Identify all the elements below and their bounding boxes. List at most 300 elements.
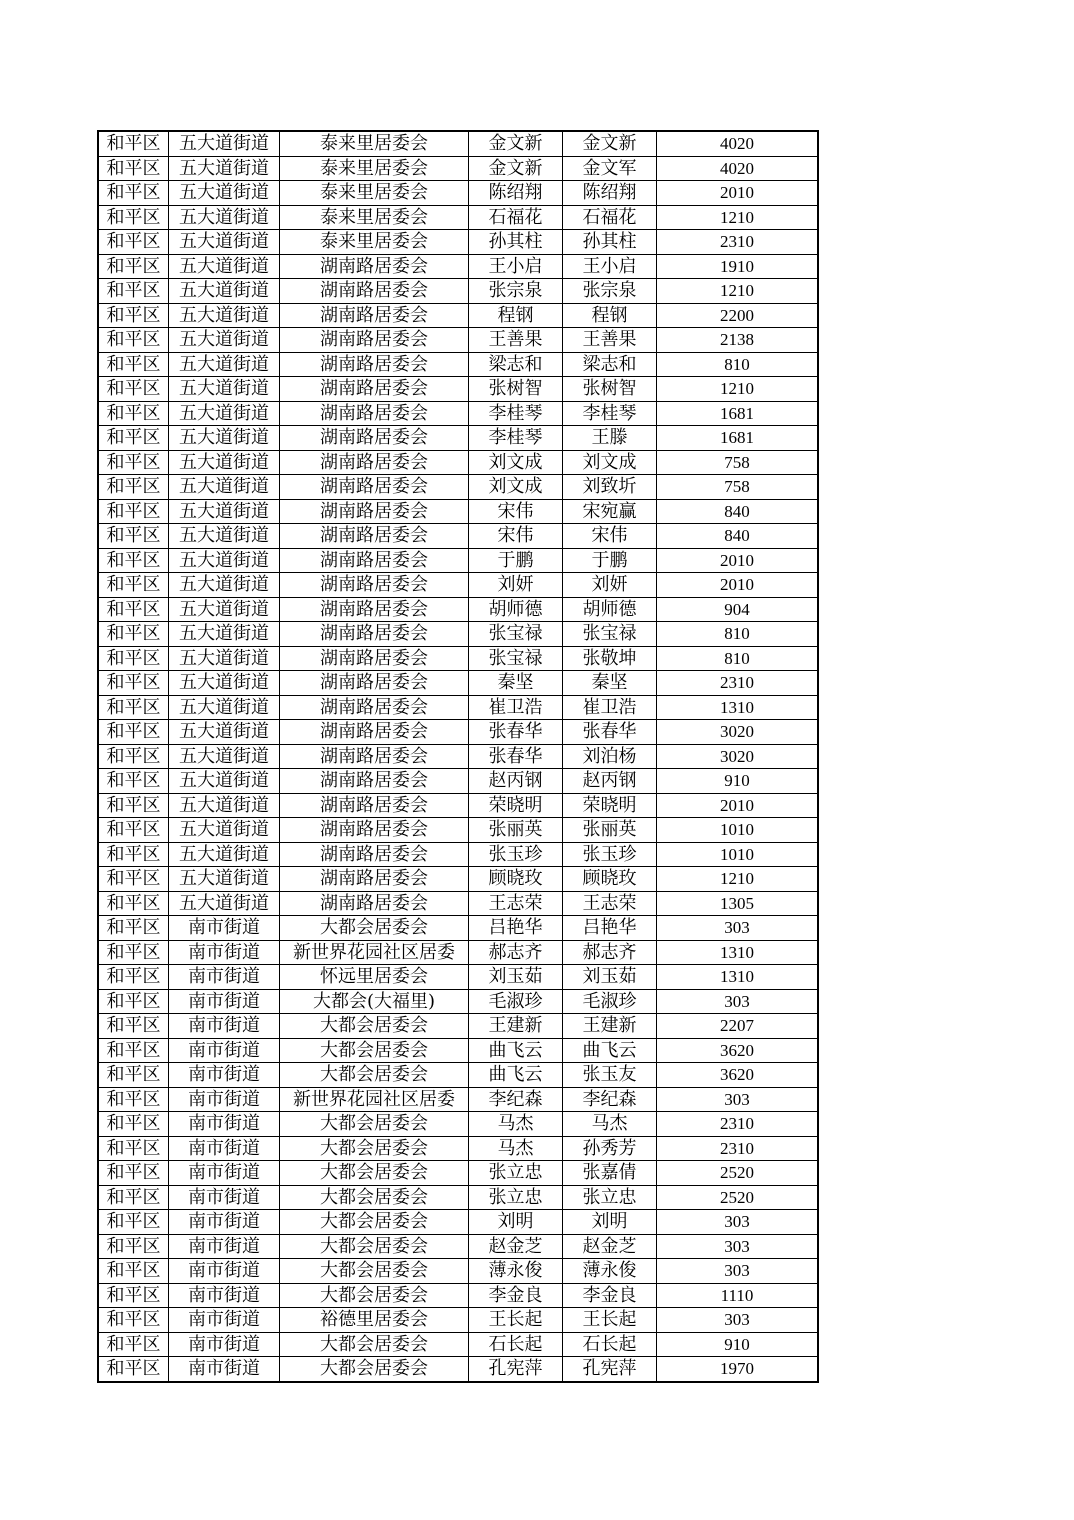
district-cell: 和平区 bbox=[98, 646, 169, 671]
applicant-cell: 张立忠 bbox=[469, 1185, 563, 1210]
applicant-cell: 张宗泉 bbox=[469, 279, 563, 304]
committee-cell: 大都会居委会 bbox=[280, 1161, 469, 1186]
street-cell: 南市街道 bbox=[169, 1234, 280, 1259]
member-cell: 张敬坤 bbox=[563, 646, 657, 671]
applicant-cell: 刘妍 bbox=[469, 573, 563, 598]
table-row bbox=[98, 524, 818, 549]
table-row bbox=[98, 1259, 818, 1284]
district-cell: 和平区 bbox=[98, 1357, 169, 1382]
street-cell: 五大道街道 bbox=[169, 131, 280, 156]
committee-cell: 湖南路居委会 bbox=[280, 842, 469, 867]
amount-cell: 2010 bbox=[657, 793, 819, 818]
street-cell: 五大道街道 bbox=[169, 867, 280, 892]
committee-cell: 大都会居委会 bbox=[280, 1283, 469, 1308]
table-row bbox=[98, 916, 818, 941]
street-cell: 五大道街道 bbox=[169, 891, 280, 916]
applicant-cell: 宋伟 bbox=[469, 524, 563, 549]
applicant-cell: 郝志齐 bbox=[469, 940, 563, 965]
table-row bbox=[98, 475, 818, 500]
member-cell: 宋宛赢 bbox=[563, 499, 657, 524]
street-cell: 五大道街道 bbox=[169, 279, 280, 304]
district-cell: 和平区 bbox=[98, 303, 169, 328]
member-cell: 赵丙钢 bbox=[563, 769, 657, 794]
table-row bbox=[98, 1185, 818, 1210]
table-row bbox=[98, 1112, 818, 1137]
district-cell: 和平区 bbox=[98, 1014, 169, 1039]
committee-cell: 大都会居委会 bbox=[280, 1332, 469, 1357]
applicant-cell: 孙其柱 bbox=[469, 230, 563, 255]
committee-cell: 新世界花园社区居委 bbox=[280, 1087, 469, 1112]
table-row bbox=[98, 1038, 818, 1063]
applicant-cell: 张丽英 bbox=[469, 818, 563, 843]
district-cell: 和平区 bbox=[98, 573, 169, 598]
committee-cell: 泰来里居委会 bbox=[280, 230, 469, 255]
amount-cell: 3620 bbox=[657, 1063, 819, 1088]
street-cell: 五大道街道 bbox=[169, 328, 280, 353]
district-cell: 和平区 bbox=[98, 1161, 169, 1186]
amount-cell: 1970 bbox=[657, 1357, 819, 1382]
amount-cell: 2520 bbox=[657, 1185, 819, 1210]
member-cell: 胡师德 bbox=[563, 597, 657, 622]
district-cell: 和平区 bbox=[98, 867, 169, 892]
district-cell: 和平区 bbox=[98, 279, 169, 304]
committee-cell: 湖南路居委会 bbox=[280, 328, 469, 353]
street-cell: 五大道街道 bbox=[169, 254, 280, 279]
table-row bbox=[98, 891, 818, 916]
committee-cell: 大都会居委会 bbox=[280, 1038, 469, 1063]
table-row bbox=[98, 352, 818, 377]
committee-cell: 湖南路居委会 bbox=[280, 891, 469, 916]
amount-cell: 3020 bbox=[657, 744, 819, 769]
table-row bbox=[98, 205, 818, 230]
amount-cell: 810 bbox=[657, 646, 819, 671]
member-cell: 张宝禄 bbox=[563, 622, 657, 647]
committee-cell: 湖南路居委会 bbox=[280, 646, 469, 671]
applicant-cell: 王志荣 bbox=[469, 891, 563, 916]
committee-cell: 湖南路居委会 bbox=[280, 377, 469, 402]
member-cell: 王志荣 bbox=[563, 891, 657, 916]
applicant-cell: 李桂琴 bbox=[469, 426, 563, 451]
applicant-cell: 顾晓玫 bbox=[469, 867, 563, 892]
committee-cell: 大都会居委会 bbox=[280, 1112, 469, 1137]
committee-cell: 泰来里居委会 bbox=[280, 156, 469, 181]
member-cell: 梁志和 bbox=[563, 352, 657, 377]
applicant-cell: 李纪森 bbox=[469, 1087, 563, 1112]
applicant-cell: 刘明 bbox=[469, 1210, 563, 1235]
district-cell: 和平区 bbox=[98, 156, 169, 181]
committee-cell: 湖南路居委会 bbox=[280, 867, 469, 892]
member-cell: 孙秀芳 bbox=[563, 1136, 657, 1161]
district-cell: 和平区 bbox=[98, 426, 169, 451]
district-cell: 和平区 bbox=[98, 622, 169, 647]
district-cell: 和平区 bbox=[98, 1283, 169, 1308]
table-row bbox=[98, 303, 818, 328]
member-cell: 郝志齐 bbox=[563, 940, 657, 965]
table-row bbox=[98, 1210, 818, 1235]
table-row bbox=[98, 131, 818, 156]
district-cell: 和平区 bbox=[98, 131, 169, 156]
applicant-cell: 崔卫浩 bbox=[469, 695, 563, 720]
street-cell: 南市街道 bbox=[169, 1185, 280, 1210]
table-row bbox=[98, 720, 818, 745]
amount-cell: 910 bbox=[657, 1332, 819, 1357]
district-cell: 和平区 bbox=[98, 401, 169, 426]
district-cell: 和平区 bbox=[98, 842, 169, 867]
district-cell: 和平区 bbox=[98, 940, 169, 965]
member-cell: 马杰 bbox=[563, 1112, 657, 1137]
amount-cell: 1210 bbox=[657, 867, 819, 892]
district-cell: 和平区 bbox=[98, 254, 169, 279]
street-cell: 五大道街道 bbox=[169, 475, 280, 500]
committee-cell: 湖南路居委会 bbox=[280, 401, 469, 426]
applicant-cell: 于鹏 bbox=[469, 548, 563, 573]
member-cell: 刘致圻 bbox=[563, 475, 657, 500]
committee-cell: 湖南路居委会 bbox=[280, 744, 469, 769]
amount-cell: 1210 bbox=[657, 205, 819, 230]
member-cell: 张丽英 bbox=[563, 818, 657, 843]
table-row bbox=[98, 156, 818, 181]
amount-cell: 1210 bbox=[657, 377, 819, 402]
table-row bbox=[98, 744, 818, 769]
member-cell: 薄永俊 bbox=[563, 1259, 657, 1284]
applicant-cell: 刘文成 bbox=[469, 450, 563, 475]
applicant-cell: 秦坚 bbox=[469, 671, 563, 696]
committee-cell: 湖南路居委会 bbox=[280, 303, 469, 328]
table-row bbox=[98, 1308, 818, 1333]
committee-cell: 泰来里居委会 bbox=[280, 131, 469, 156]
applicant-cell: 荣晓明 bbox=[469, 793, 563, 818]
district-cell: 和平区 bbox=[98, 891, 169, 916]
street-cell: 五大道街道 bbox=[169, 548, 280, 573]
committee-cell: 大都会(大福里) bbox=[280, 989, 469, 1014]
street-cell: 五大道街道 bbox=[169, 181, 280, 206]
applicant-cell: 张树智 bbox=[469, 377, 563, 402]
street-cell: 五大道街道 bbox=[169, 646, 280, 671]
member-cell: 张树智 bbox=[563, 377, 657, 402]
street-cell: 南市街道 bbox=[169, 1259, 280, 1284]
amount-cell: 2207 bbox=[657, 1014, 819, 1039]
table-row bbox=[98, 328, 818, 353]
amount-cell: 303 bbox=[657, 989, 819, 1014]
district-cell: 和平区 bbox=[98, 377, 169, 402]
amount-cell: 1010 bbox=[657, 818, 819, 843]
member-cell: 刘泊杨 bbox=[563, 744, 657, 769]
table-row bbox=[98, 940, 818, 965]
street-cell: 五大道街道 bbox=[169, 842, 280, 867]
member-cell: 张立忠 bbox=[563, 1185, 657, 1210]
applicant-cell: 陈绍翔 bbox=[469, 181, 563, 206]
member-cell: 李金良 bbox=[563, 1283, 657, 1308]
applicant-cell: 张春华 bbox=[469, 744, 563, 769]
committee-cell: 泰来里居委会 bbox=[280, 181, 469, 206]
committee-cell: 大都会居委会 bbox=[280, 1063, 469, 1088]
committee-cell: 大都会居委会 bbox=[280, 1136, 469, 1161]
applicant-cell: 马杰 bbox=[469, 1112, 563, 1137]
street-cell: 南市街道 bbox=[169, 1161, 280, 1186]
committee-cell: 湖南路居委会 bbox=[280, 499, 469, 524]
district-cell: 和平区 bbox=[98, 1112, 169, 1137]
street-cell: 五大道街道 bbox=[169, 450, 280, 475]
amount-cell: 4020 bbox=[657, 131, 819, 156]
district-cell: 和平区 bbox=[98, 524, 169, 549]
member-cell: 于鹏 bbox=[563, 548, 657, 573]
amount-cell: 2200 bbox=[657, 303, 819, 328]
member-cell: 石福花 bbox=[563, 205, 657, 230]
member-cell: 陈绍翔 bbox=[563, 181, 657, 206]
district-cell: 和平区 bbox=[98, 352, 169, 377]
table-row bbox=[98, 867, 818, 892]
street-cell: 五大道街道 bbox=[169, 744, 280, 769]
table-row bbox=[98, 597, 818, 622]
member-cell: 荣晓明 bbox=[563, 793, 657, 818]
amount-cell: 3020 bbox=[657, 720, 819, 745]
amount-cell: 1010 bbox=[657, 842, 819, 867]
applicant-cell: 王善果 bbox=[469, 328, 563, 353]
applicant-cell: 曲飞云 bbox=[469, 1038, 563, 1063]
member-cell: 王建新 bbox=[563, 1014, 657, 1039]
applicant-cell: 石福花 bbox=[469, 205, 563, 230]
amount-cell: 2310 bbox=[657, 1136, 819, 1161]
applicant-cell: 李金良 bbox=[469, 1283, 563, 1308]
committee-cell: 新世界花园社区居委 bbox=[280, 940, 469, 965]
member-cell: 毛淑珍 bbox=[563, 989, 657, 1014]
table-row bbox=[98, 279, 818, 304]
member-cell: 秦坚 bbox=[563, 671, 657, 696]
applicant-cell: 张宝禄 bbox=[469, 622, 563, 647]
member-cell: 赵金芝 bbox=[563, 1234, 657, 1259]
amount-cell: 810 bbox=[657, 352, 819, 377]
street-cell: 南市街道 bbox=[169, 916, 280, 941]
table-row bbox=[98, 671, 818, 696]
committee-cell: 大都会居委会 bbox=[280, 1234, 469, 1259]
amount-cell: 904 bbox=[657, 597, 819, 622]
street-cell: 五大道街道 bbox=[169, 622, 280, 647]
amount-cell: 910 bbox=[657, 769, 819, 794]
district-cell: 和平区 bbox=[98, 1038, 169, 1063]
table-row bbox=[98, 499, 818, 524]
table-row bbox=[98, 1063, 818, 1088]
applicant-cell: 马杰 bbox=[469, 1136, 563, 1161]
street-cell: 南市街道 bbox=[169, 1087, 280, 1112]
street-cell: 五大道街道 bbox=[169, 352, 280, 377]
amount-cell: 3620 bbox=[657, 1038, 819, 1063]
amount-cell: 303 bbox=[657, 1259, 819, 1284]
street-cell: 南市街道 bbox=[169, 1308, 280, 1333]
committee-cell: 湖南路居委会 bbox=[280, 769, 469, 794]
member-cell: 张宗泉 bbox=[563, 279, 657, 304]
street-cell: 五大道街道 bbox=[169, 671, 280, 696]
applicant-cell: 张立忠 bbox=[469, 1161, 563, 1186]
district-cell: 和平区 bbox=[98, 916, 169, 941]
district-cell: 和平区 bbox=[98, 1234, 169, 1259]
district-cell: 和平区 bbox=[98, 475, 169, 500]
committee-cell: 湖南路居委会 bbox=[280, 573, 469, 598]
committee-cell: 大都会居委会 bbox=[280, 1210, 469, 1235]
committee-cell: 泰来里居委会 bbox=[280, 205, 469, 230]
street-cell: 南市街道 bbox=[169, 940, 280, 965]
applicant-cell: 赵金芝 bbox=[469, 1234, 563, 1259]
amount-cell: 840 bbox=[657, 499, 819, 524]
amount-cell: 1210 bbox=[657, 279, 819, 304]
table-row bbox=[98, 965, 818, 990]
district-cell: 和平区 bbox=[98, 1332, 169, 1357]
district-cell: 和平区 bbox=[98, 1308, 169, 1333]
table-row bbox=[98, 842, 818, 867]
applicant-cell: 石长起 bbox=[469, 1332, 563, 1357]
committee-cell: 湖南路居委会 bbox=[280, 720, 469, 745]
committee-cell: 裕德里居委会 bbox=[280, 1308, 469, 1333]
street-cell: 五大道街道 bbox=[169, 401, 280, 426]
amount-cell: 2520 bbox=[657, 1161, 819, 1186]
applicant-cell: 赵丙钢 bbox=[469, 769, 563, 794]
applicant-cell: 刘玉茹 bbox=[469, 965, 563, 990]
table-row bbox=[98, 989, 818, 1014]
amount-cell: 758 bbox=[657, 475, 819, 500]
street-cell: 南市街道 bbox=[169, 1063, 280, 1088]
amount-cell: 2310 bbox=[657, 230, 819, 255]
member-cell: 吕艳华 bbox=[563, 916, 657, 941]
applicant-cell: 毛淑珍 bbox=[469, 989, 563, 1014]
table-row bbox=[98, 230, 818, 255]
street-cell: 南市街道 bbox=[169, 1332, 280, 1357]
applicant-cell: 张春华 bbox=[469, 720, 563, 745]
street-cell: 南市街道 bbox=[169, 1112, 280, 1137]
district-cell: 和平区 bbox=[98, 181, 169, 206]
street-cell: 五大道街道 bbox=[169, 720, 280, 745]
table-row bbox=[98, 646, 818, 671]
applicant-cell: 王长起 bbox=[469, 1308, 563, 1333]
member-cell: 王小启 bbox=[563, 254, 657, 279]
street-cell: 五大道街道 bbox=[169, 499, 280, 524]
district-cell: 和平区 bbox=[98, 720, 169, 745]
district-cell: 和平区 bbox=[98, 205, 169, 230]
street-cell: 南市街道 bbox=[169, 1136, 280, 1161]
table-row bbox=[98, 401, 818, 426]
district-cell: 和平区 bbox=[98, 769, 169, 794]
district-cell: 和平区 bbox=[98, 597, 169, 622]
amount-cell: 1310 bbox=[657, 940, 819, 965]
district-cell: 和平区 bbox=[98, 548, 169, 573]
amount-cell: 810 bbox=[657, 622, 819, 647]
member-cell: 金文军 bbox=[563, 156, 657, 181]
applicant-cell: 程钢 bbox=[469, 303, 563, 328]
street-cell: 五大道街道 bbox=[169, 230, 280, 255]
table-row bbox=[98, 254, 818, 279]
district-cell: 和平区 bbox=[98, 818, 169, 843]
committee-cell: 湖南路居委会 bbox=[280, 426, 469, 451]
table-row bbox=[98, 1283, 818, 1308]
member-cell: 金文新 bbox=[563, 131, 657, 156]
amount-cell: 303 bbox=[657, 1308, 819, 1333]
table-row bbox=[98, 793, 818, 818]
table-row bbox=[98, 1161, 818, 1186]
applicant-cell: 李桂琴 bbox=[469, 401, 563, 426]
applicant-cell: 孔宪萍 bbox=[469, 1357, 563, 1382]
member-cell: 张玉友 bbox=[563, 1063, 657, 1088]
street-cell: 南市街道 bbox=[169, 1014, 280, 1039]
committee-cell: 湖南路居委会 bbox=[280, 548, 469, 573]
district-cell: 和平区 bbox=[98, 499, 169, 524]
district-cell: 和平区 bbox=[98, 671, 169, 696]
amount-cell: 1110 bbox=[657, 1283, 819, 1308]
committee-cell: 湖南路居委会 bbox=[280, 597, 469, 622]
table-row bbox=[98, 818, 818, 843]
amount-cell: 2138 bbox=[657, 328, 819, 353]
district-cell: 和平区 bbox=[98, 965, 169, 990]
member-cell: 石长起 bbox=[563, 1332, 657, 1357]
member-cell: 刘妍 bbox=[563, 573, 657, 598]
applicant-cell: 金文新 bbox=[469, 156, 563, 181]
table-row bbox=[98, 1136, 818, 1161]
applicant-cell: 张玉珍 bbox=[469, 842, 563, 867]
member-cell: 刘玉茹 bbox=[563, 965, 657, 990]
amount-cell: 1310 bbox=[657, 695, 819, 720]
member-cell: 王长起 bbox=[563, 1308, 657, 1333]
committee-cell: 湖南路居委会 bbox=[280, 352, 469, 377]
district-cell: 和平区 bbox=[98, 1087, 169, 1112]
member-cell: 王滕 bbox=[563, 426, 657, 451]
street-cell: 南市街道 bbox=[169, 989, 280, 1014]
committee-cell: 大都会居委会 bbox=[280, 1259, 469, 1284]
table-row bbox=[98, 1332, 818, 1357]
table-row bbox=[98, 573, 818, 598]
district-cell: 和平区 bbox=[98, 1136, 169, 1161]
street-cell: 五大道街道 bbox=[169, 597, 280, 622]
street-cell: 南市街道 bbox=[169, 1038, 280, 1063]
district-cell: 和平区 bbox=[98, 1063, 169, 1088]
district-cell: 和平区 bbox=[98, 695, 169, 720]
table-body bbox=[98, 131, 818, 1382]
street-cell: 五大道街道 bbox=[169, 205, 280, 230]
table-row bbox=[98, 769, 818, 794]
amount-cell: 303 bbox=[657, 916, 819, 941]
committee-cell: 湖南路居委会 bbox=[280, 793, 469, 818]
street-cell: 南市街道 bbox=[169, 1283, 280, 1308]
district-cell: 和平区 bbox=[98, 989, 169, 1014]
amount-cell: 1681 bbox=[657, 401, 819, 426]
member-cell: 刘文成 bbox=[563, 450, 657, 475]
street-cell: 五大道街道 bbox=[169, 695, 280, 720]
table-row bbox=[98, 1014, 818, 1039]
amount-cell: 303 bbox=[657, 1087, 819, 1112]
district-cell: 和平区 bbox=[98, 1259, 169, 1284]
table-row bbox=[98, 1234, 818, 1259]
member-cell: 程钢 bbox=[563, 303, 657, 328]
committee-cell: 怀远里居委会 bbox=[280, 965, 469, 990]
amount-cell: 1681 bbox=[657, 426, 819, 451]
street-cell: 五大道街道 bbox=[169, 818, 280, 843]
amount-cell: 758 bbox=[657, 450, 819, 475]
table-row bbox=[98, 450, 818, 475]
street-cell: 五大道街道 bbox=[169, 573, 280, 598]
street-cell: 五大道街道 bbox=[169, 524, 280, 549]
committee-cell: 大都会居委会 bbox=[280, 1185, 469, 1210]
committee-cell: 大都会居委会 bbox=[280, 1357, 469, 1382]
member-cell: 曲飞云 bbox=[563, 1038, 657, 1063]
committee-cell: 湖南路居委会 bbox=[280, 622, 469, 647]
committee-cell: 湖南路居委会 bbox=[280, 695, 469, 720]
committee-cell: 湖南路居委会 bbox=[280, 254, 469, 279]
district-cell: 和平区 bbox=[98, 230, 169, 255]
amount-cell: 2010 bbox=[657, 548, 819, 573]
committee-cell: 大都会居委会 bbox=[280, 916, 469, 941]
street-cell: 南市街道 bbox=[169, 965, 280, 990]
member-cell: 李纪森 bbox=[563, 1087, 657, 1112]
street-cell: 五大道街道 bbox=[169, 156, 280, 181]
district-cell: 和平区 bbox=[98, 744, 169, 769]
district-cell: 和平区 bbox=[98, 1185, 169, 1210]
amount-cell: 840 bbox=[657, 524, 819, 549]
